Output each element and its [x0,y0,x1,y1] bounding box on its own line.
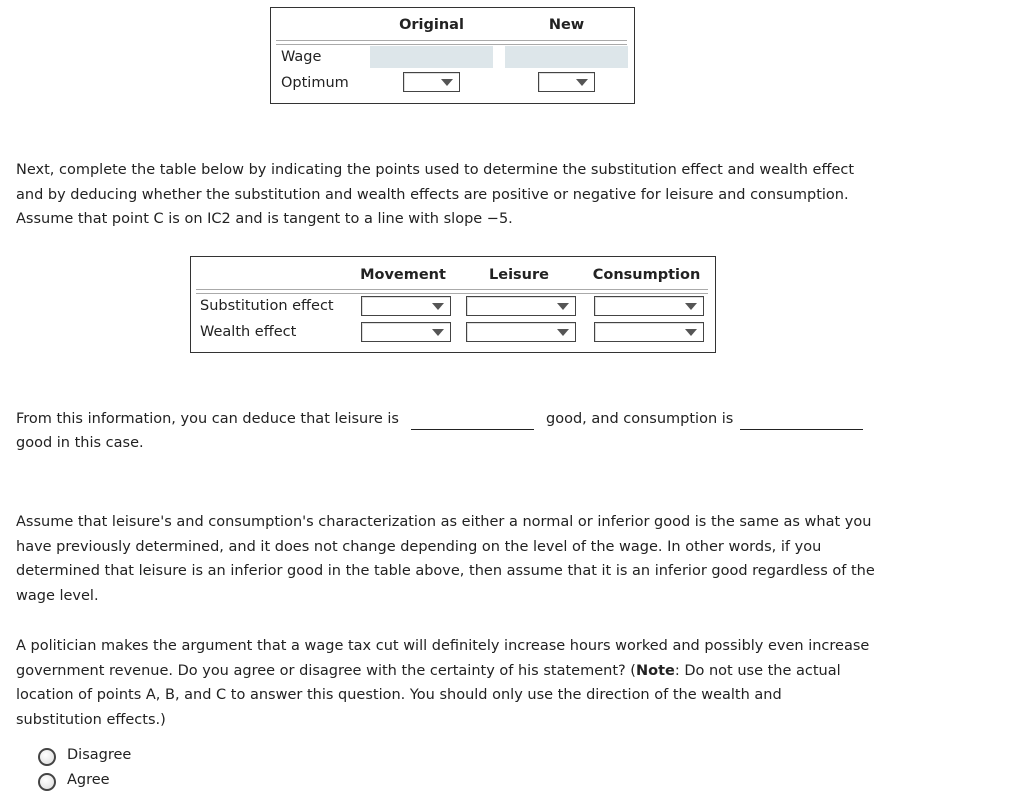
question-line-2-prefix: government revenue. Do you agree or disagree with the certainty of his statement? ( [16,662,636,679]
chevron-down-icon [685,329,697,336]
optimum-original-dropdown[interactable] [403,72,460,92]
leisure-good-blank[interactable] [411,429,534,430]
optimum-new-dropdown[interactable] [538,72,595,92]
wage-table [270,7,635,104]
header-divider [196,289,708,294]
disagree-label[interactable]: Disagree [67,747,132,763]
wealth-leisure-dropdown[interactable] [466,322,576,342]
deduction-text-3: good in this case. [16,435,144,451]
note-label: Note [635,662,675,679]
chevron-down-icon [576,79,588,86]
deduction-text-1: From this information, you can deduce that leisure is [16,411,399,427]
instructions-line-2: and by deducing whether the substitution and wealth effects are positive or negative for leisure and consumption. [16,186,849,203]
header-consumption: Consumption [592,267,701,283]
chevron-down-icon [432,303,444,310]
wage-new-cell [505,46,628,68]
assumption-line-3: determined that leisure is an inferior good in the table above, then assume that it is an inferior good regardless of the [16,563,875,579]
row-label-wealth-effect: Wealth effect [200,324,297,340]
question-line-4: substitution effects.) [16,711,166,728]
chevron-down-icon [685,303,697,310]
row-label-optimum: Optimum [281,75,349,91]
chevron-down-icon [432,329,444,336]
question-line-1: A politician makes the argument that a wage tax cut will definitely increase hours worked and possibly even increase [16,638,870,654]
consumption-good-blank[interactable] [740,429,863,430]
chevron-down-icon [557,329,569,336]
disagree-radio[interactable] [38,748,56,766]
substitution-movement-dropdown[interactable] [361,296,451,316]
instructions-line-3: Assume that point C is on IC2 and is tangent to a line with slope −5. [16,211,513,227]
header-movement: Movement [360,267,446,283]
header-leisure: Leisure [489,267,549,283]
question-line-3: location of points A, B, and C to answer this question. You should only use the direction of the wealth and [16,687,782,703]
chevron-down-icon [557,303,569,310]
question-line-2 [16,659,976,684]
header-divider [276,40,627,45]
question-line-2-suffix: : Do not use the actual [674,662,841,679]
row-label-wage: Wage [281,49,322,65]
assumption-line-1: Assume that leisure's and consumption's characterization as either a normal or inferior good is the same as what you [16,514,872,530]
instructions-line-1: Next, complete the table below by indicating the points used to determine the substitution effect and wealth effect [16,162,855,178]
agree-radio[interactable] [38,773,56,791]
wage-original-cell [370,46,493,68]
deduction-text-2: good, and consumption is [546,411,734,427]
substitution-leisure-dropdown[interactable] [466,296,576,316]
agree-label[interactable]: Agree [67,772,110,788]
instructions-paragraph [16,158,916,232]
substitution-consumption-dropdown[interactable] [594,296,704,316]
effects-table [190,256,716,353]
header-original: Original [399,17,464,33]
assumption-paragraph [16,510,976,608]
assumption-line-2: have previously determined, and it does not change depending on the level of the wage. In other words, if you [16,538,822,555]
header-new: New [548,17,585,33]
wealth-movement-dropdown[interactable] [361,322,451,342]
wealth-consumption-dropdown[interactable] [594,322,704,342]
assumption-line-4: wage level. [16,587,99,604]
chevron-down-icon [441,79,453,86]
row-label-substitution-effect: Substitution effect [200,298,334,314]
question-paragraph [16,634,976,732]
